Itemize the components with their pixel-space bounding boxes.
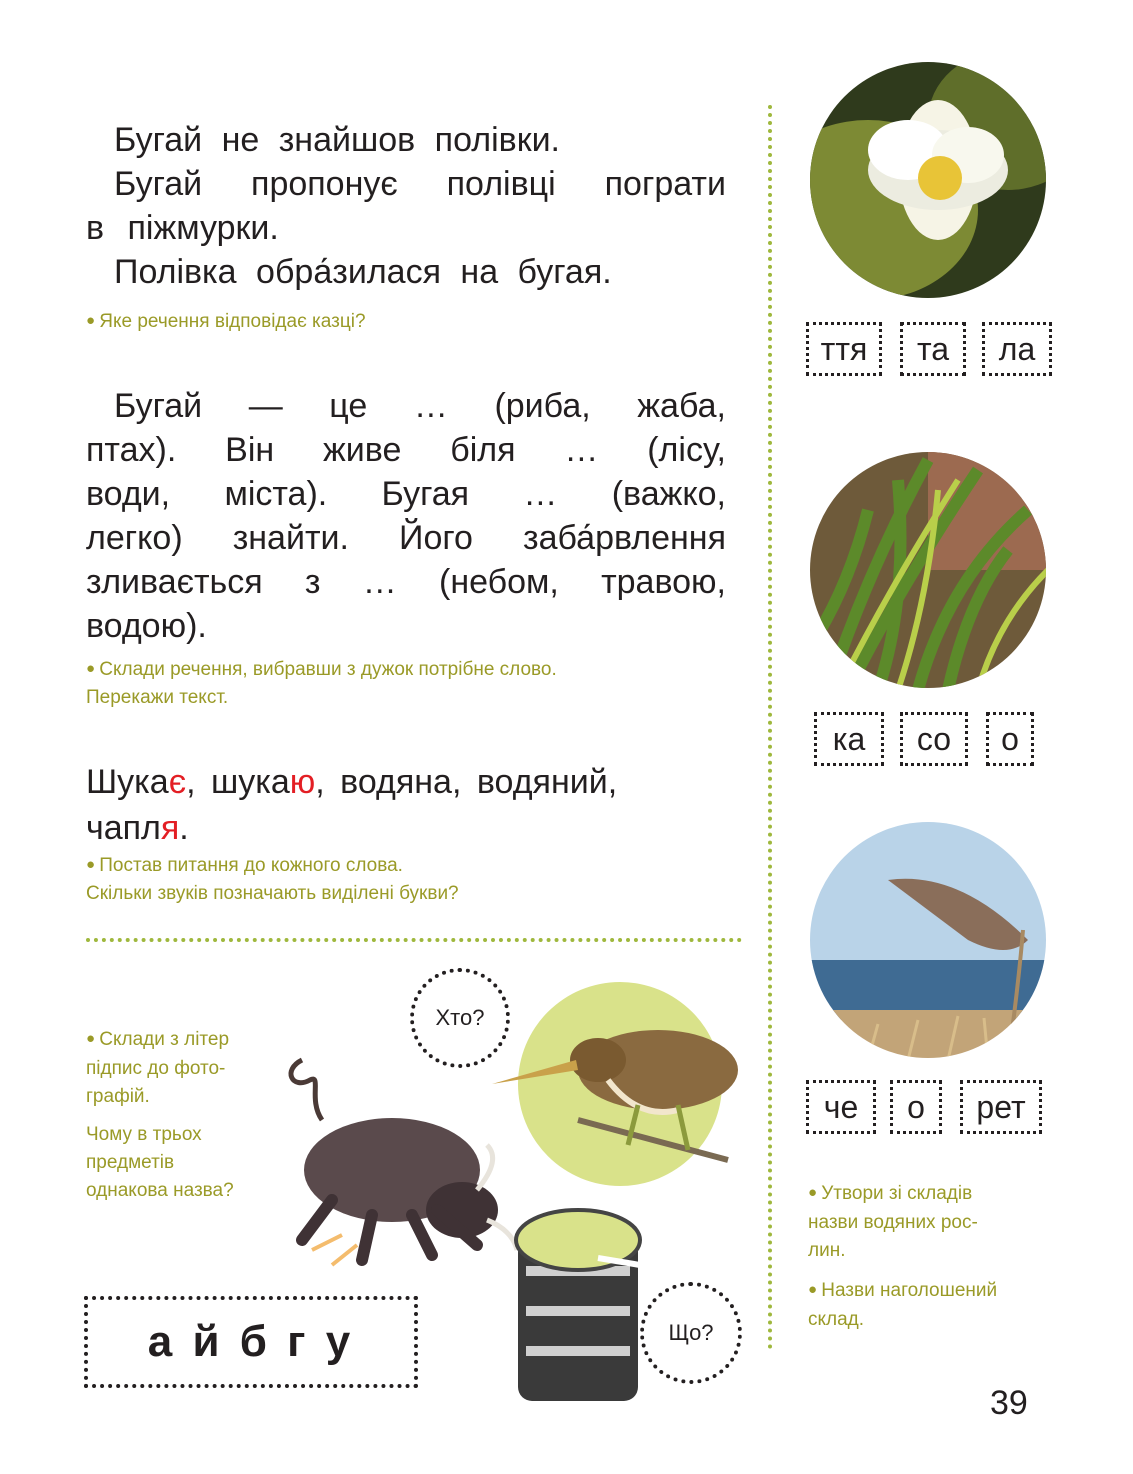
sentence-1: Бугай не знайшов полівки. (114, 121, 561, 159)
can-image (508, 1206, 668, 1406)
paragraph-line-2: птах). Він живе біля … (лісу, (86, 431, 726, 469)
task-5-p1-line3: лин. (808, 1240, 846, 1261)
vertical-divider (768, 105, 772, 1350)
syllable-3-2[interactable] (890, 1080, 942, 1134)
paragraph-line-1: Бугай — це … (риба, жаба, (114, 387, 726, 425)
syllable-1-2-text: та (916, 331, 950, 367)
reed-grass-photo (808, 450, 1048, 690)
syllable-1-3-text: ла (998, 331, 1036, 367)
task-5-p2-line1 (808, 1277, 997, 1306)
syllable-3-3[interactable] (960, 1080, 1042, 1134)
task-4-p2-line3: однакова назва? (86, 1180, 234, 1201)
syllable-2-1[interactable] (814, 712, 884, 766)
who-bubble-text: Хто? (435, 1005, 485, 1030)
sentence-2-cont: в піжмурки. (86, 209, 279, 247)
task-question-1-text: Яке речення відповідає казці? (99, 311, 366, 332)
task-4-p1-line1-text: Склади з літер (99, 1029, 230, 1050)
syllable-1-1[interactable] (806, 322, 882, 376)
bird-image (488, 1010, 748, 1190)
task-4-p2-line2: предметів (86, 1152, 175, 1173)
task-question-1 (86, 308, 366, 337)
task-5-p2-line1-text: Назви наголошений (821, 1280, 998, 1301)
bull-image (262, 1050, 522, 1270)
task-5-p1-line1 (808, 1180, 997, 1209)
word-3-letter: я (160, 809, 180, 847)
syllable-3-3-text: рет (976, 1089, 1026, 1125)
task-5-p1-line2: назви водяних рос- (808, 1212, 978, 1233)
task-question-4 (86, 1026, 234, 1205)
word-3-end: . (179, 809, 189, 847)
task-question-3-line2: Скільки звуків позначають виділені букви? (86, 883, 459, 904)
task-question-5 (808, 1180, 997, 1334)
syllable-2-2-text: со (916, 721, 952, 757)
task-5-p2-line2: склад. (808, 1309, 865, 1330)
syllable-2-2[interactable] (900, 712, 968, 766)
sentence-3: Полівка обра́зилася на бугая. (114, 253, 612, 291)
paragraph-line-3: води, міста). Бугая … (важко, (86, 475, 726, 513)
paragraph-line-6: водою). (86, 607, 207, 645)
page-number: 39 (990, 1384, 1028, 1422)
syllable-3-1-text: че (823, 1089, 859, 1125)
syllable-2-3-text: о (1001, 721, 1019, 757)
syllable-3-1[interactable] (806, 1080, 876, 1134)
letters-text: а й б г у (147, 1317, 355, 1366)
task-question-2-line2: Перекажи текст. (86, 687, 229, 708)
word-1-letter: є (168, 763, 187, 801)
paragraph-line-5: зливається з … (небом, травою, (86, 563, 726, 601)
sentence-2: Бугай пропонує полівці пограти (114, 165, 726, 203)
task-5-p1-line1-text: Утвори зі складів (821, 1183, 973, 1204)
syllable-1-3[interactable] (982, 322, 1052, 376)
letters-box (84, 1296, 418, 1388)
task-4-p1-line1 (86, 1026, 234, 1055)
syllable-2-1-text: ка (832, 721, 866, 757)
words-line-2 (86, 806, 189, 850)
word-2-stem: шука (210, 763, 290, 801)
task-question-2 (86, 656, 557, 685)
word-2-letter: ю (289, 763, 316, 801)
word-3-stem: чапл (86, 809, 161, 847)
words-rest: , водяна, водяний, (315, 763, 618, 801)
what-bubble-text: Що? (668, 1320, 714, 1345)
syllable-3-2-text: о (907, 1089, 925, 1125)
horizontal-divider (86, 938, 742, 942)
reed-plume-photo (808, 820, 1048, 1060)
word-sep-1: , (186, 763, 211, 801)
syllable-1-2[interactable] (900, 322, 966, 376)
syllable-2-3[interactable] (986, 712, 1034, 766)
task-question-2-line1: Склади речення, вибравши з дужок потрібне слово. (99, 659, 557, 680)
task-4-p2-line1: Чому в трьох (86, 1124, 202, 1145)
paragraph-line-4: легко) знайти. Його заба́рвлення (86, 519, 726, 557)
water-lily-photo (808, 60, 1048, 300)
task-4-p1-line2: підпис до фото- (86, 1058, 226, 1079)
task-4-p1-line3: графій. (86, 1086, 150, 1107)
word-1-stem: Шука (86, 763, 169, 801)
words-line-1 (86, 760, 617, 804)
syllable-1-1-text: ття (820, 331, 868, 367)
what-bubble (640, 1282, 742, 1384)
task-question-3-line1: Постав питання до кожного слова. (99, 855, 403, 876)
task-question-3 (86, 852, 403, 881)
